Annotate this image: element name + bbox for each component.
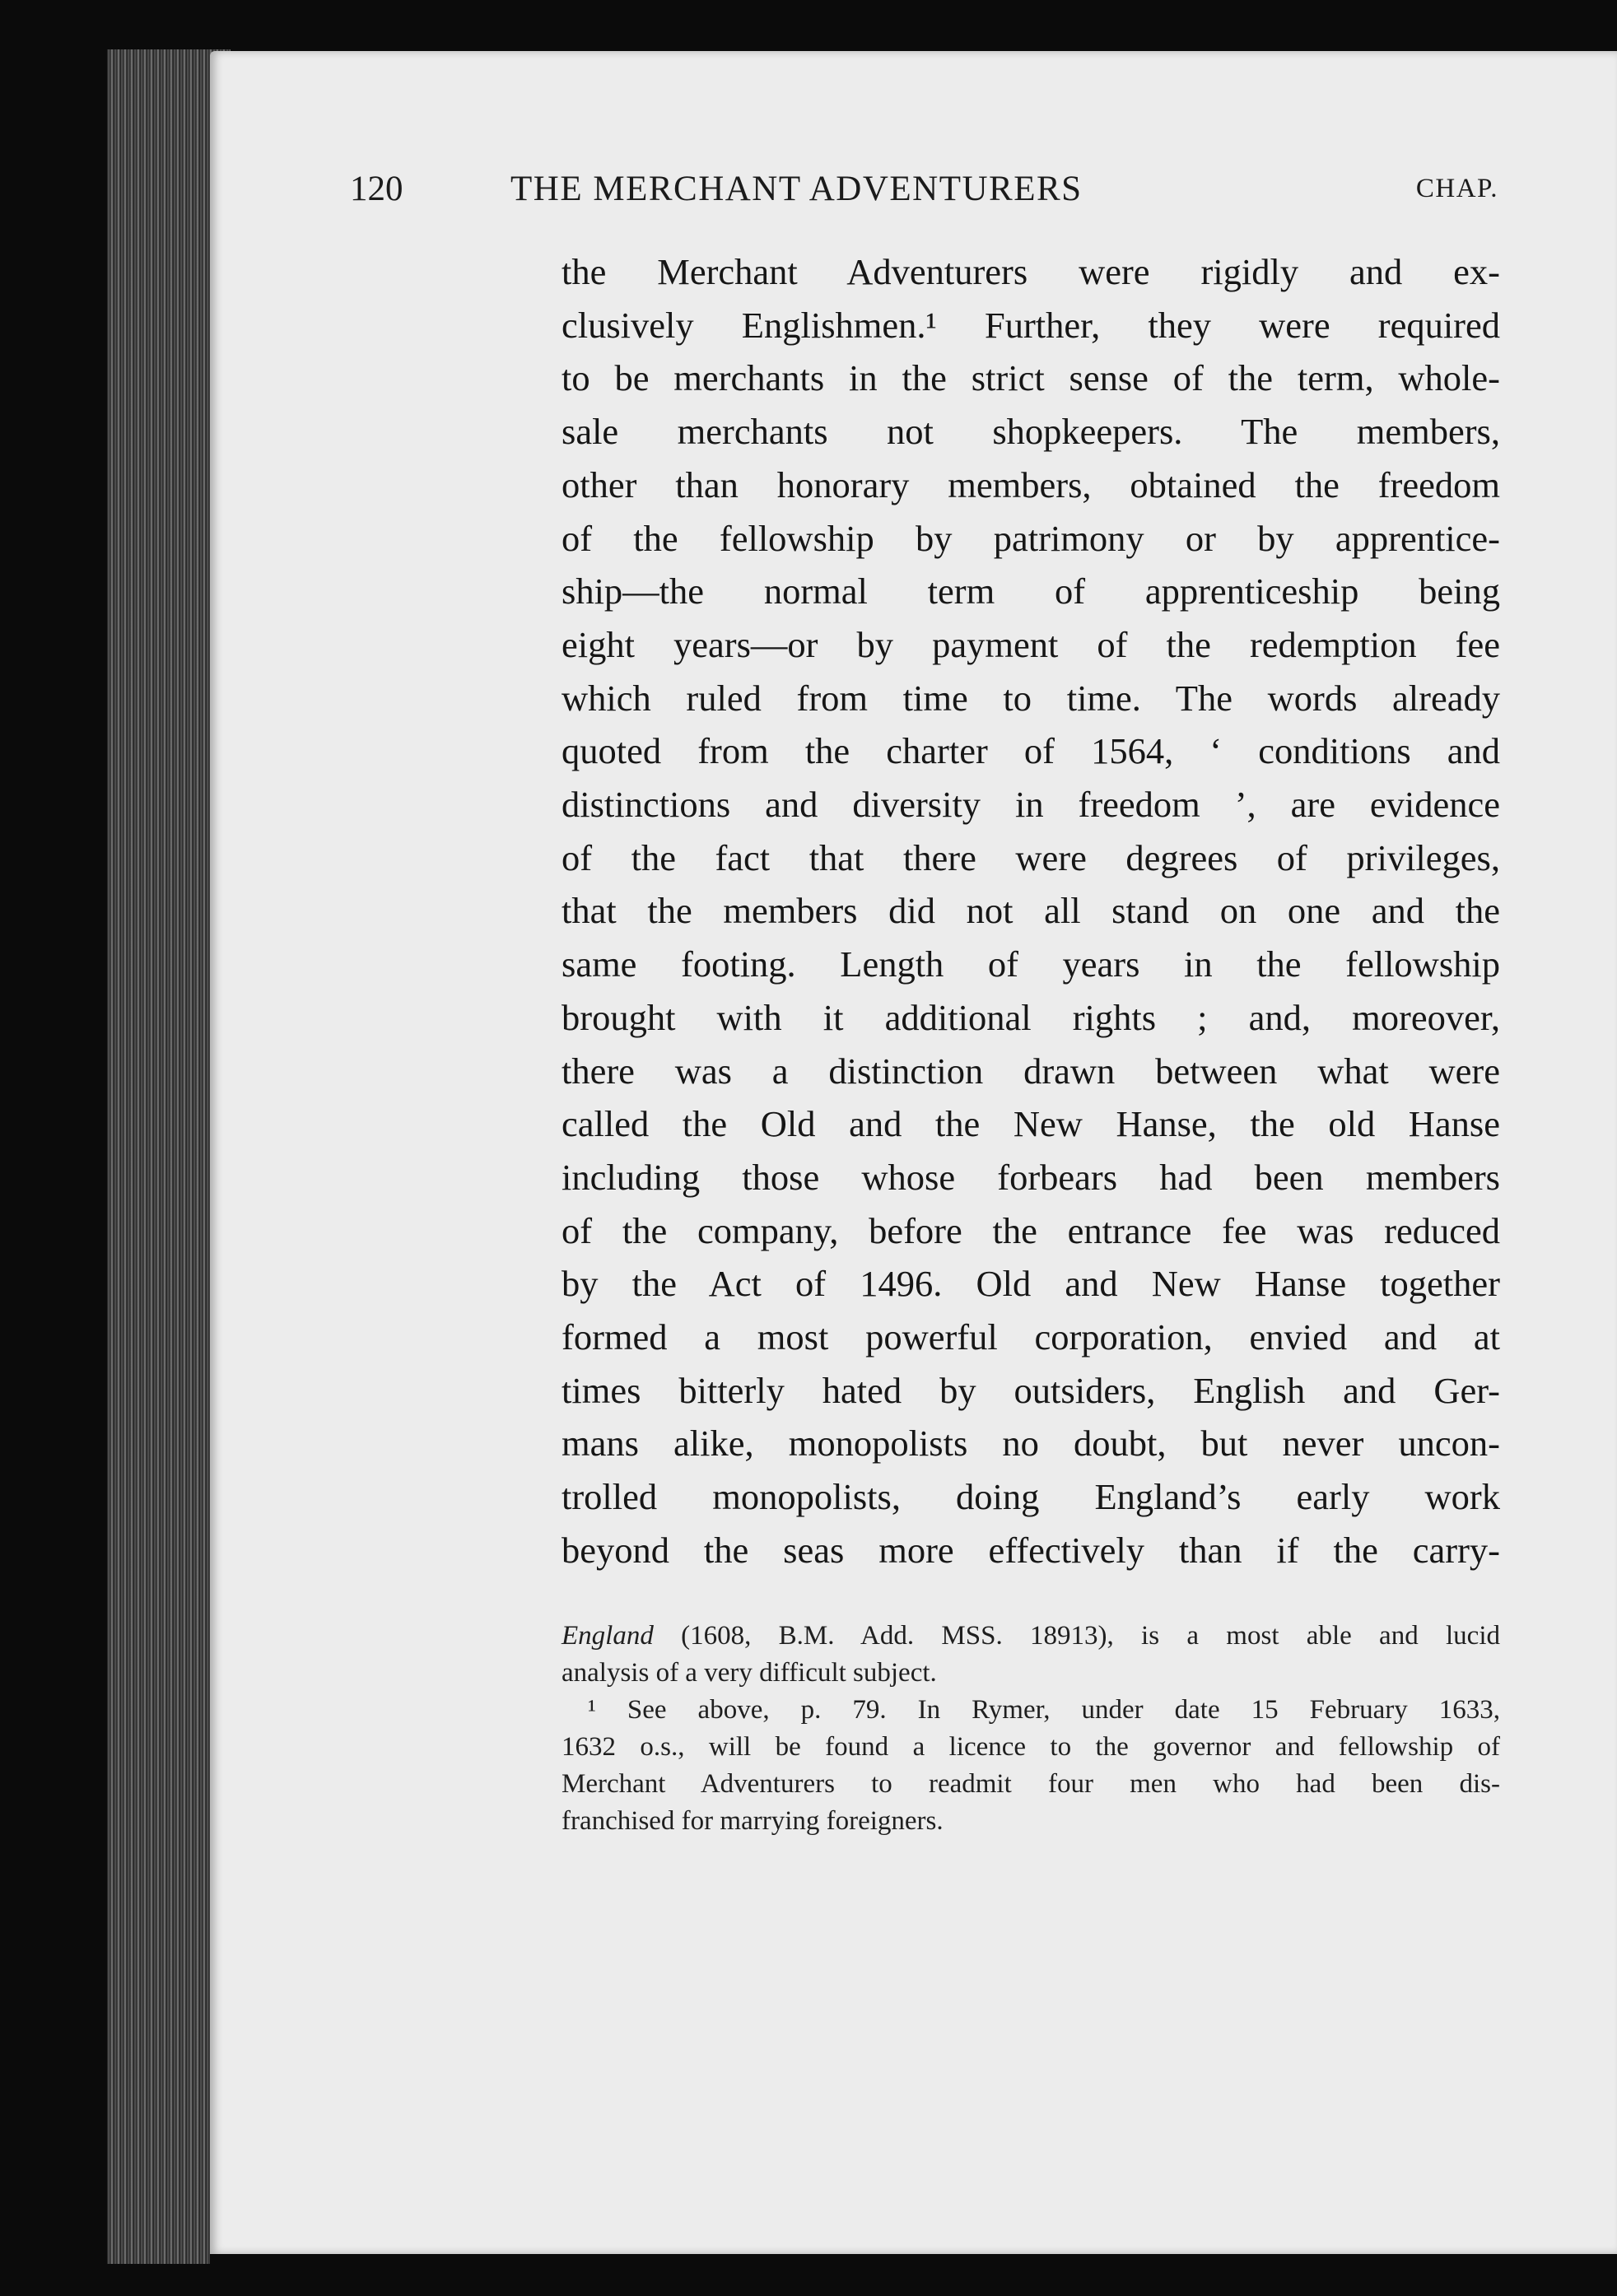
body-line: of the fact that there were degrees of privileges,	[562, 836, 1500, 878]
body-line: clusively Englishmen.¹ Further, they were required	[562, 304, 1500, 346]
body-line: by the Act of 1496. Old and New Hanse together	[562, 1263, 1500, 1305]
body-line: there was a distinction drawn between what were	[562, 1050, 1500, 1092]
body-line: brought with it additional rights ; and, moreover,	[562, 996, 1500, 1038]
body-line: mans alike, monopolists no doubt, but never uncon-	[562, 1423, 1500, 1465]
footnotes	[562, 1618, 1500, 1840]
footnote-italic-title: England	[562, 1621, 654, 1651]
body-line: eight years—or by payment of the redemption fee	[562, 623, 1500, 665]
body-line: times bitterly hated by outsiders, English and Ger-	[562, 1369, 1500, 1411]
body-line: including those whose forbears had been members	[562, 1156, 1500, 1198]
footnote-1-line: ¹ See above, p. 79. In Rymer, under date 15 February 1633,	[588, 1695, 1500, 1725]
footnote-1-line: Merchant Adventurers to readmit four men who had been dis-	[562, 1769, 1500, 1799]
body-line: the Merchant Adventurers were rigidly and ex-	[562, 251, 1500, 292]
body-line: to be merchants in the strict sense of the term, whole-	[562, 357, 1500, 399]
body-line: sale merchants not shopkeepers. The members,	[562, 411, 1500, 453]
body-line: of the company, before the entrance fee was reduced	[562, 1209, 1500, 1251]
body-line: called the Old and the New Hanse, the old Hanse	[562, 1103, 1500, 1145]
body-line: trolled monopolists, doing England’s early work	[562, 1476, 1500, 1518]
body-line: other than honorary members, obtained the freedom	[562, 463, 1500, 505]
page-number: 120	[350, 170, 403, 208]
footnote-1-line: 1632 o.s., will be found a licence to the governor and fellowship of	[562, 1732, 1500, 1762]
body-text	[562, 245, 1500, 1577]
body-line: of the fellowship by patrimony or by apprentice-	[562, 517, 1500, 559]
footnote-1-line: franchised for marrying foreigners.	[562, 1806, 944, 1836]
body-line: distinctions and diversity in freedom ’, are evidence	[562, 784, 1500, 826]
body-line: same footing. Length of years in the fellowship	[562, 943, 1500, 985]
body-line: that the members did not all stand on one and the	[562, 890, 1500, 932]
running-header	[350, 169, 1498, 218]
body-line: which ruled from time to time. The words already	[562, 677, 1500, 719]
body-line: beyond the seas more effectively than if the carry-	[562, 1529, 1500, 1571]
body-line: quoted from the charter of 1564, ‘ conditions and	[562, 730, 1500, 772]
body-line: ship—the normal term of apprenticeship being	[562, 571, 1500, 612]
running-title: THE MERCHANT ADVENTURERS	[510, 170, 1083, 208]
footnote-continued-line	[562, 1618, 1500, 1655]
footnote-continued-text: (1608, B.M. Add. MSS. 18913), is a most able and lucid	[653, 1621, 1500, 1651]
footnote-continued-line: analysis of a very difficult subject.	[562, 1658, 937, 1688]
scan-bottom-border	[210, 2254, 1617, 2296]
chapter-label: CHAP.	[1415, 174, 1498, 203]
body-line: formed a most powerful corporation, envied and at	[562, 1316, 1500, 1358]
